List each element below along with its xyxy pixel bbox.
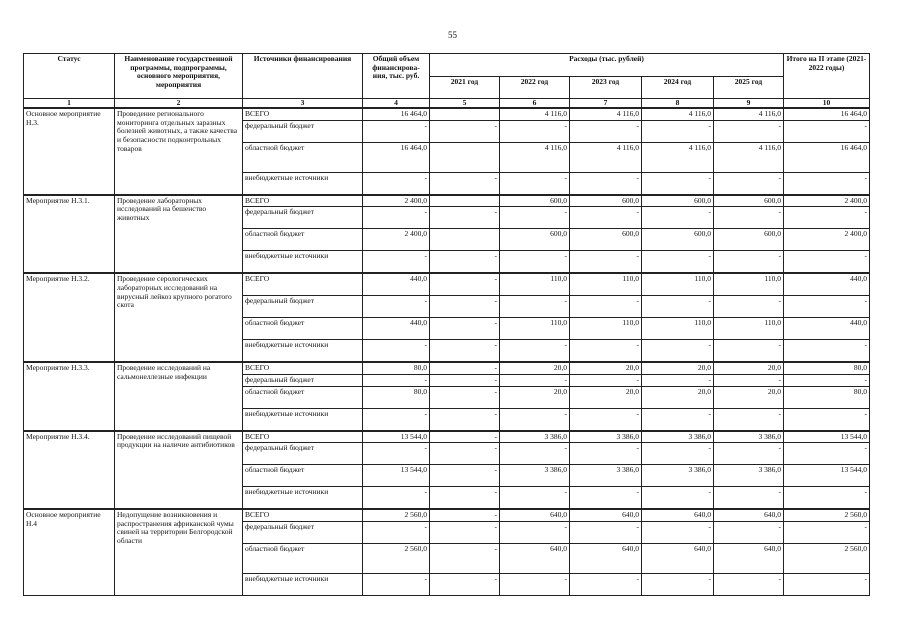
header-year-2025: 2025 год [714, 77, 784, 99]
funding-source: ВСЕГО [243, 273, 363, 296]
year-value: - [430, 509, 500, 521]
funding-source: областной бюджет [243, 465, 363, 487]
stage-total-value: 16 464,0 [784, 108, 870, 120]
total-value: - [363, 120, 430, 142]
total-value: - [363, 340, 430, 363]
year-value: - [570, 340, 642, 363]
stage-total-value: 13 544,0 [784, 465, 870, 487]
row-status: Мероприятие Н.3.1. [24, 195, 115, 274]
column-number-row [24, 99, 870, 109]
year-value [430, 108, 500, 120]
year-value: 640,0 [500, 543, 570, 573]
funding-source: областной бюджет [243, 543, 363, 573]
stage-total-value: 80,0 [784, 362, 870, 374]
year-value: - [642, 207, 714, 229]
stage-total-value: 2 400,0 [784, 229, 870, 251]
year-value: 20,0 [570, 386, 642, 408]
year-value: - [570, 251, 642, 274]
year-value: 110,0 [714, 273, 784, 296]
year-value: - [570, 374, 642, 386]
year-value: - [430, 465, 500, 487]
year-value: 640,0 [500, 509, 570, 521]
year-value: - [500, 251, 570, 274]
column-number: 8 [642, 99, 714, 109]
year-value: 600,0 [570, 229, 642, 251]
stage-total-value: 16 464,0 [784, 142, 870, 172]
year-value: 20,0 [570, 362, 642, 374]
funding-source: ВСЕГО [243, 195, 363, 207]
year-value: - [714, 443, 784, 465]
stage-total-value: - [784, 120, 870, 142]
year-value: - [642, 521, 714, 543]
year-value: - [642, 120, 714, 142]
year-value: - [570, 573, 642, 595]
year-value: - [570, 296, 642, 318]
funding-source: федеральный бюджет [243, 207, 363, 229]
stage-total-value: - [784, 443, 870, 465]
row-name: Недопущение возникновения и распространения африканской чумы свиней на территории Белгородской области [115, 509, 243, 595]
year-value: - [714, 487, 784, 510]
total-value: - [363, 408, 430, 431]
funding-source: внебюджетные источники [243, 487, 363, 510]
total-value: - [363, 172, 430, 195]
year-value: - [430, 207, 500, 229]
stage-total-value: - [784, 251, 870, 274]
year-value: - [430, 340, 500, 363]
column-number: 9 [714, 99, 784, 109]
year-value: 4 116,0 [500, 108, 570, 120]
year-value: - [642, 573, 714, 595]
year-value: - [430, 573, 500, 595]
stage-total-value: 2 560,0 [784, 509, 870, 521]
year-value: 20,0 [500, 362, 570, 374]
year-value: 3 386,0 [570, 465, 642, 487]
year-value: - [430, 120, 500, 142]
year-value: - [714, 172, 784, 195]
year-value: - [430, 521, 500, 543]
year-value: - [430, 386, 500, 408]
column-number: 4 [363, 99, 430, 109]
page-number: 55 [448, 30, 457, 40]
row-status: Мероприятие Н.3.4. [24, 431, 115, 510]
funding-source: внебюджетные источники [243, 340, 363, 363]
year-value: - [714, 408, 784, 431]
funding-source: федеральный бюджет [243, 521, 363, 543]
year-value: - [570, 172, 642, 195]
row-status: Основное мероприятие Н.4 [24, 509, 115, 595]
year-value: - [500, 172, 570, 195]
stage-total-value: 80,0 [784, 386, 870, 408]
year-value: - [430, 251, 500, 274]
stage-total-value: 13 544,0 [784, 431, 870, 443]
total-value: 16 464,0 [363, 142, 430, 172]
year-value: 4 116,0 [714, 142, 784, 172]
row-name: Проведение исследований пищевой продукции на наличие антибиотиков [115, 431, 243, 510]
funding-source: внебюджетные источники [243, 251, 363, 274]
stage-total-value: - [784, 374, 870, 386]
year-value: 110,0 [570, 273, 642, 296]
year-value: - [500, 120, 570, 142]
year-value: 3 386,0 [570, 431, 642, 443]
header-source: Источники финансирования [243, 54, 363, 99]
total-value: 2 560,0 [363, 509, 430, 521]
year-value: - [642, 340, 714, 363]
year-value: 110,0 [714, 318, 784, 340]
year-value: - [642, 251, 714, 274]
funding-source: ВСЕГО [243, 108, 363, 120]
stage-total-value: - [784, 172, 870, 195]
total-value: 2 400,0 [363, 229, 430, 251]
funding-source: областной бюджет [243, 229, 363, 251]
year-value: - [714, 573, 784, 595]
year-value: 600,0 [642, 195, 714, 207]
total-value: - [363, 521, 430, 543]
year-value: - [642, 487, 714, 510]
column-number: 6 [500, 99, 570, 109]
row-name: Проведение исследований на сальмонеллезные инфекции [115, 362, 243, 430]
year-value: 640,0 [570, 543, 642, 573]
year-value: - [714, 374, 784, 386]
column-number: 2 [115, 99, 243, 109]
total-value: - [363, 487, 430, 510]
year-value: 600,0 [642, 229, 714, 251]
funding-source: ВСЕГО [243, 509, 363, 521]
year-value [430, 195, 500, 207]
year-value: 4 116,0 [500, 142, 570, 172]
column-number: 3 [243, 99, 363, 109]
stage-total-value: - [784, 207, 870, 229]
year-value: 3 386,0 [500, 431, 570, 443]
total-value: 13 544,0 [363, 431, 430, 443]
table-row [24, 108, 870, 120]
total-value: 2 400,0 [363, 195, 430, 207]
year-value: 3 386,0 [642, 431, 714, 443]
column-number: 1 [24, 99, 115, 109]
year-value: 4 116,0 [642, 142, 714, 172]
header-year-2024: 2024 год [642, 77, 714, 99]
year-value: 4 116,0 [714, 108, 784, 120]
year-value: - [500, 340, 570, 363]
year-value: - [642, 408, 714, 431]
year-value: - [500, 487, 570, 510]
year-value: - [570, 207, 642, 229]
funding-source: ВСЕГО [243, 431, 363, 443]
year-value: 20,0 [642, 386, 714, 408]
year-value: 4 116,0 [570, 108, 642, 120]
year-value: 20,0 [714, 362, 784, 374]
year-value: - [430, 273, 500, 296]
total-value: - [363, 207, 430, 229]
year-value: - [642, 374, 714, 386]
funding-source: областной бюджет [243, 318, 363, 340]
total-value: - [363, 573, 430, 595]
header-stage-total: Итого на II этапе (2021-2022 годы) [784, 54, 870, 99]
funding-source: внебюджетные источники [243, 172, 363, 195]
total-value: - [363, 443, 430, 465]
funding-source: ВСЕГО [243, 362, 363, 374]
stage-total-value: 2 400,0 [784, 195, 870, 207]
column-number: 5 [430, 99, 500, 109]
stage-total-value: - [784, 487, 870, 510]
table-row [24, 509, 870, 521]
year-value [430, 229, 500, 251]
header-total: Общий объем финансирова-ния, тыс. руб. [363, 54, 430, 99]
row-status: Мероприятие Н.3.2. [24, 273, 115, 362]
funding-source: федеральный бюджет [243, 443, 363, 465]
total-value: - [363, 374, 430, 386]
year-value: 640,0 [642, 509, 714, 521]
table-row [24, 273, 870, 296]
year-value: 640,0 [714, 509, 784, 521]
total-value: 80,0 [363, 386, 430, 408]
year-value: 110,0 [500, 273, 570, 296]
total-value: 2 560,0 [363, 543, 430, 573]
header-name: Наименование государственной программы, подпрограммы, основного мероприятия, мероприятия [115, 54, 243, 99]
table-body [24, 108, 870, 595]
stage-total-value: - [784, 408, 870, 431]
funding-source: федеральный бюджет [243, 120, 363, 142]
year-value: 600,0 [714, 229, 784, 251]
year-value: - [430, 172, 500, 195]
year-value: - [430, 408, 500, 431]
year-value: - [642, 296, 714, 318]
year-value: - [642, 172, 714, 195]
year-value: - [714, 251, 784, 274]
header-year-2022: 2022 год [500, 77, 570, 99]
budget-table [23, 53, 870, 596]
funding-source: внебюджетные источники [243, 408, 363, 431]
funding-source: федеральный бюджет [243, 374, 363, 386]
year-value: 600,0 [500, 195, 570, 207]
year-value: - [430, 431, 500, 443]
year-value: - [570, 443, 642, 465]
year-value: 600,0 [714, 195, 784, 207]
row-name: Проведение регионального мониторинга отдельных заразных болезней животных, а также качества и безопасности подконтрольных товаров [115, 108, 243, 195]
stage-total-value: - [784, 296, 870, 318]
row-status: Мероприятие Н.3.3. [24, 362, 115, 430]
header-expenses: Расходы (тыс. рублей) [430, 54, 784, 77]
year-value: 600,0 [570, 195, 642, 207]
year-value: - [430, 318, 500, 340]
funding-source: областной бюджет [243, 386, 363, 408]
year-value: - [642, 443, 714, 465]
year-value: 110,0 [500, 318, 570, 340]
year-value: - [500, 374, 570, 386]
stage-total-value: - [784, 521, 870, 543]
year-value: 20,0 [500, 386, 570, 408]
year-value: 3 386,0 [500, 465, 570, 487]
year-value: 110,0 [642, 273, 714, 296]
year-value: - [430, 374, 500, 386]
year-value: - [714, 296, 784, 318]
funding-source: федеральный бюджет [243, 296, 363, 318]
total-value: 440,0 [363, 318, 430, 340]
year-value: 110,0 [570, 318, 642, 340]
total-value: 16 464,0 [363, 108, 430, 120]
year-value: - [714, 521, 784, 543]
header-year-2021: 2021 год [430, 77, 500, 99]
row-name: Проведение лабораторных исследований на бешенство животных [115, 195, 243, 274]
year-value: - [714, 120, 784, 142]
year-value: 110,0 [642, 318, 714, 340]
year-value: 20,0 [642, 362, 714, 374]
year-value: - [570, 408, 642, 431]
stage-total-value: 440,0 [784, 273, 870, 296]
year-value: - [714, 207, 784, 229]
year-value [430, 142, 500, 172]
year-value: 640,0 [714, 543, 784, 573]
table-row [24, 195, 870, 207]
column-number: 10 [784, 99, 870, 109]
year-value: 20,0 [714, 386, 784, 408]
year-value: - [430, 296, 500, 318]
total-value: 80,0 [363, 362, 430, 374]
header-year-2023: 2023 год [570, 77, 642, 99]
year-value: - [570, 487, 642, 510]
year-value: - [430, 362, 500, 374]
year-value: 640,0 [642, 543, 714, 573]
funding-source: внебюджетные источники [243, 573, 363, 595]
funding-source: областной бюджет [243, 142, 363, 172]
total-value: 13 544,0 [363, 465, 430, 487]
table-row [24, 431, 870, 443]
header-status: Статус [24, 54, 115, 99]
total-value: 440,0 [363, 273, 430, 296]
year-value: - [500, 521, 570, 543]
year-value: 3 386,0 [642, 465, 714, 487]
year-value: - [430, 487, 500, 510]
row-status: Основное мероприятие Н.3. [24, 108, 115, 195]
year-value: 4 116,0 [642, 108, 714, 120]
year-value: - [430, 543, 500, 573]
year-value: 3 386,0 [714, 465, 784, 487]
stage-total-value: - [784, 573, 870, 595]
year-value: - [714, 340, 784, 363]
year-value: - [570, 521, 642, 543]
stage-total-value: 440,0 [784, 318, 870, 340]
year-value: - [500, 443, 570, 465]
year-value: - [570, 120, 642, 142]
year-value: 3 386,0 [714, 431, 784, 443]
row-name: Проведение серологических лабораторных исследований на вирусный лейкоз крупного рогатого скота [115, 273, 243, 362]
year-value: - [500, 296, 570, 318]
column-number: 7 [570, 99, 642, 109]
year-value: - [500, 207, 570, 229]
stage-total-value: 2 560,0 [784, 543, 870, 573]
table-row [24, 362, 870, 374]
year-value: - [500, 573, 570, 595]
total-value: - [363, 251, 430, 274]
year-value: 600,0 [500, 229, 570, 251]
year-value: - [500, 408, 570, 431]
year-value: 4 116,0 [570, 142, 642, 172]
stage-total-value: - [784, 340, 870, 363]
year-value: - [430, 443, 500, 465]
total-value: - [363, 296, 430, 318]
year-value: 640,0 [570, 509, 642, 521]
